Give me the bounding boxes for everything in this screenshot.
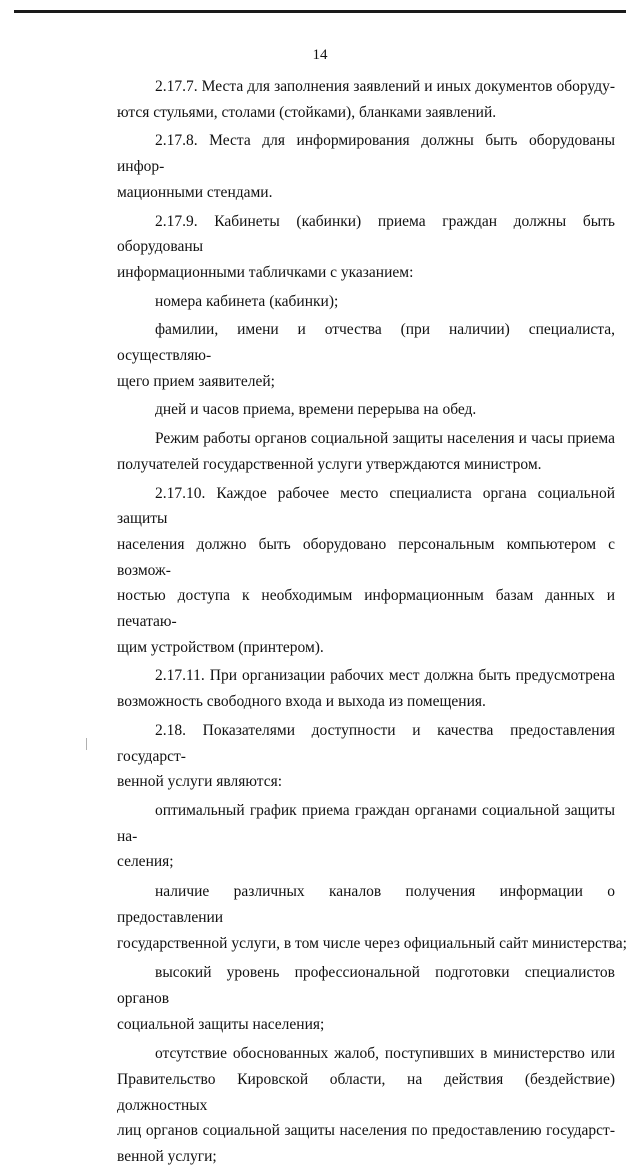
paragraph xyxy=(117,317,615,394)
text-line: социальной защиты населения; xyxy=(117,1015,325,1033)
top-border-line xyxy=(14,10,626,13)
text-line: оптимальный график приема граждан органами социальной защиты на- xyxy=(117,801,615,845)
text-line: ностью доступа к необходимым информационным базам данных и печатаю- xyxy=(117,587,615,631)
text-line: 2.18. Показателями доступности и качества предоставления государст- xyxy=(117,721,615,765)
text-line: щим устройством (принтером). xyxy=(117,638,324,656)
paragraph xyxy=(117,481,615,661)
paragraph xyxy=(117,718,615,795)
text-line: получателей государственной услуги утверждаются министром. xyxy=(117,455,542,473)
text-line: 2.17.8. Места для информирования должны быть оборудованы инфор- xyxy=(117,132,615,176)
text-line: венной услуги являются: xyxy=(117,773,283,791)
margin-mark xyxy=(86,738,87,750)
text-line: номера кабинета (кабинки); xyxy=(155,292,339,310)
document-body xyxy=(117,74,627,1170)
paragraph xyxy=(117,798,615,875)
text-line: возможность свободного входа и выхода из помещения. xyxy=(117,693,486,711)
text-line: 2.17.11. При организации рабочих мест должна быть предусмотрена xyxy=(155,667,615,685)
paragraph xyxy=(117,209,615,286)
paragraph xyxy=(117,74,615,125)
paragraph xyxy=(117,1041,615,1170)
text-line: информационными табличками с указанием: xyxy=(117,263,414,281)
text-line: 2.17.9. Кабинеты (кабинки) приема граждан должны быть оборудованы xyxy=(117,212,615,256)
paragraph xyxy=(117,289,615,315)
text-line: лиц органов социальной защиты населения по предоставлению государст- xyxy=(117,1122,615,1140)
paragraph xyxy=(117,397,615,423)
text-line: 2.17.7. Места для заполнения заявлений и иных документов оборуду- xyxy=(155,78,615,95)
text-line: фамилии, имени и отчества (при наличии) специалиста, осуществляю- xyxy=(117,321,615,365)
page-number: 14 xyxy=(312,47,328,63)
text-line: населения должно быть оборудовано персональным компьютером с возмож- xyxy=(117,535,615,579)
text-line: наличие различных каналов получения информации о предоставлении xyxy=(117,883,615,926)
text-line: 2.17.10. Каждое рабочее место специалиста органа социальной защиты xyxy=(117,484,615,528)
paragraph xyxy=(117,128,615,205)
text-line: дней и часов приема, времени перерыва на обед. xyxy=(155,401,477,419)
text-line: Режим работы органов социальной защиты населения и часы приема xyxy=(155,430,615,448)
text-line: селения; xyxy=(117,853,174,871)
paragraph xyxy=(117,879,627,956)
text-line: щего прием заявителей; xyxy=(117,372,275,390)
text-line: ются стульями, столами (стойками), бланками заявлений. xyxy=(117,103,497,121)
text-line: государственной услуги, в том числе через официальный сайт министерства; xyxy=(117,934,627,952)
text-line: отсутствие обоснованных жалоб, поступивших в министерство или xyxy=(155,1045,615,1063)
paragraph xyxy=(117,426,615,477)
text-line: мационными стендами. xyxy=(117,183,273,201)
paragraph xyxy=(117,663,615,714)
text-line: венной услуги; xyxy=(117,1148,217,1166)
paragraph xyxy=(117,960,615,1037)
text-line: Правительство Кировской области, на действия (бездействие) должностных xyxy=(117,1071,615,1114)
text-line: высокий уровень профессиональной подготовки специалистов органов xyxy=(117,964,615,1007)
